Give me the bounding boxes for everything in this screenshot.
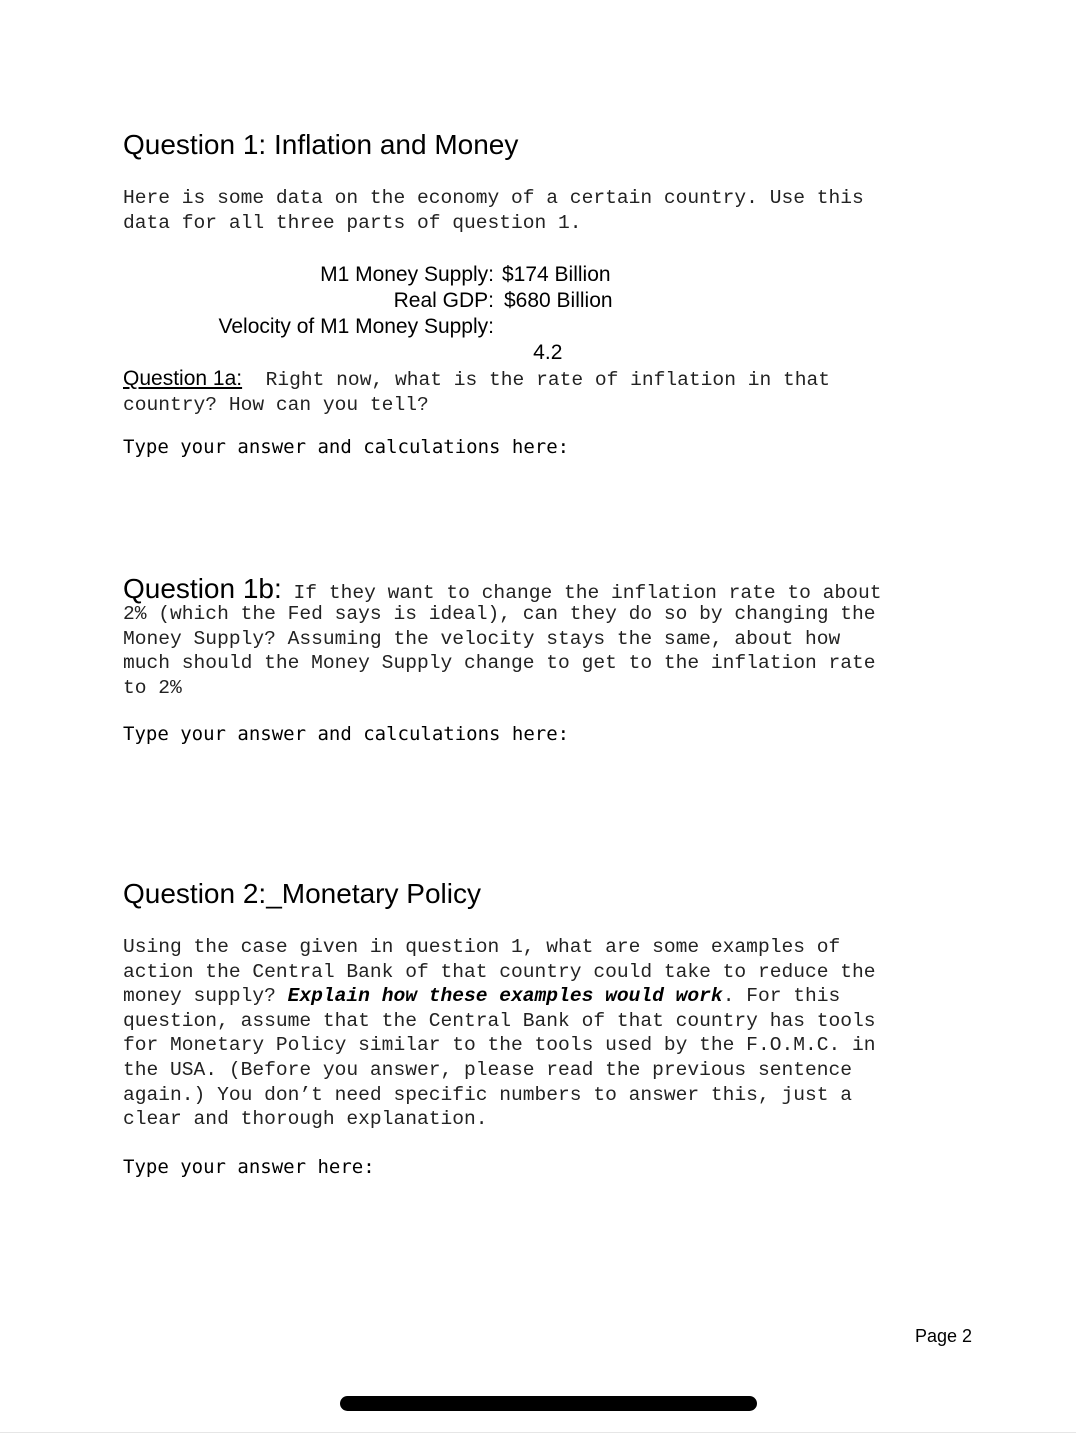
q1b-text-rest: 2% (which the Fed says is ideal), can they do so by changing the Money Supply? Assuming the velocity stays the same, about how much should the Money Supply change to get to the inflation rate to 2% — [123, 603, 876, 699]
home-indicator[interactable] — [340, 1396, 757, 1411]
q1b-label: Question 1b: — [123, 573, 282, 604]
data-value-real-gdp: $680 Billion — [504, 289, 613, 312]
page-number: Page 2 — [915, 1326, 973, 1346]
q1-intro: Here is some data on the economy of a certain country. Use this data for all three parts of question 1. — [123, 187, 864, 234]
data-label: Real GDP: — [393, 289, 494, 312]
q2-heading: Question 2:_Monetary Policy — [123, 878, 481, 909]
q1a-block — [123, 367, 983, 417]
q1b-answer-field[interactable] — [123, 752, 963, 862]
q1b-answer-prompt: Type your answer and calculations here: — [123, 723, 570, 745]
q2-answer-field[interactable] — [123, 1185, 963, 1305]
q2-answer-prompt: Type your answer here: — [123, 1156, 375, 1178]
q1a-text: Right now, what is the rate of inflation in that — [265, 369, 831, 391]
q1a-label: Question 1a: — [123, 367, 243, 390]
q1a-text-line2: country? How can you tell? — [123, 393, 429, 416]
q2-emphasis: Explain how these examples would work — [287, 985, 723, 1008]
q1b-block — [123, 572, 983, 700]
data-value-velocity: 4.2 — [527, 341, 563, 364]
data-label: Velocity of M1 Money Supply: — [218, 315, 494, 338]
economy-data-table — [0, 262, 1076, 364]
data-value-m1-money-supply: $174 Billion — [502, 263, 611, 286]
bottom-divider — [0, 1432, 1076, 1433]
q1b-text: If they want to change the inflation rate to about — [293, 582, 882, 604]
q1a-answer-prompt: Type your answer and calculations here: — [123, 436, 570, 458]
q1a-answer-field[interactable] — [123, 465, 963, 565]
q2-text: Using the case given in question 1, what are some examples of action the Central Bank of that country could take to reduce the money supply? Explain how these examples would work. For this question, assume that the Central Bank of that country has tools for Monetary Policy similar to the tools used by the F.O.M.C. in the USA. (Before you answer, please read the previous sentence again.) You don’t need specific numbers to answer this, just a clear and thorough explanation. — [123, 936, 876, 1131]
q1-heading: Question 1: Inflation and Money — [123, 129, 519, 160]
data-label: M1 Money Supply: — [320, 263, 494, 286]
